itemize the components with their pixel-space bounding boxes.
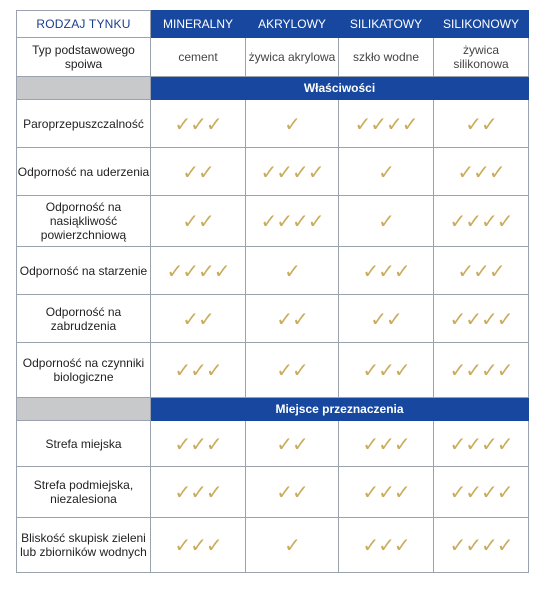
check-rating: ✓ xyxy=(246,518,339,573)
header-silicate: SILIKATOWY xyxy=(339,11,434,38)
check-rating: ✓✓ xyxy=(151,148,246,196)
check-rating: ✓✓✓✓ xyxy=(434,467,529,518)
row-label: Odporność na starzenie xyxy=(17,247,151,295)
plaster-comparison-table xyxy=(16,10,529,573)
check-rating: ✓✓ xyxy=(246,343,339,398)
binder-silicate: szkło wodne xyxy=(339,38,434,77)
table-row xyxy=(17,148,529,196)
check-rating: ✓✓✓ xyxy=(151,421,246,467)
check-rating: ✓✓✓✓ xyxy=(246,148,339,196)
check-rating: ✓ xyxy=(246,100,339,148)
check-rating: ✓✓✓ xyxy=(151,518,246,573)
check-rating: ✓✓✓✓ xyxy=(434,421,529,467)
row-label: Odporność na czynniki biologiczne xyxy=(17,343,151,398)
row-label: Odporność na nasiąkliwość powierzchniową xyxy=(17,196,151,247)
binder-silicone: żywica silikonowa xyxy=(434,38,529,77)
check-rating: ✓ xyxy=(339,196,434,247)
check-rating: ✓✓✓✓ xyxy=(434,518,529,573)
check-rating: ✓ xyxy=(246,247,339,295)
section-title-usage: Miejsce przeznaczenia xyxy=(151,398,529,421)
binder-mineral: cement xyxy=(151,38,246,77)
check-rating: ✓✓✓✓ xyxy=(339,100,434,148)
check-rating: ✓✓✓ xyxy=(151,467,246,518)
check-rating: ✓ xyxy=(339,148,434,196)
check-rating: ✓✓✓✓ xyxy=(434,196,529,247)
check-rating: ✓✓✓ xyxy=(434,247,529,295)
check-rating: ✓✓✓✓ xyxy=(151,247,246,295)
table-row xyxy=(17,196,529,247)
check-rating: ✓✓✓ xyxy=(434,148,529,196)
check-rating: ✓✓✓✓ xyxy=(434,343,529,398)
table-row xyxy=(17,518,529,573)
row-label: Strefa miejska xyxy=(17,421,151,467)
row-label: Odporność na uderzenia xyxy=(17,148,151,196)
header-plaster-type: RODZAJ TYNKU xyxy=(17,11,151,38)
section-spacer xyxy=(17,77,151,100)
check-rating: ✓✓ xyxy=(246,467,339,518)
table-row xyxy=(17,295,529,343)
check-rating: ✓✓ xyxy=(339,295,434,343)
row-label: Strefa podmiejska, niezalesiona xyxy=(17,467,151,518)
table-row xyxy=(17,100,529,148)
check-rating: ✓✓ xyxy=(151,295,246,343)
table-row xyxy=(17,247,529,295)
check-rating: ✓✓✓ xyxy=(339,467,434,518)
check-rating: ✓✓✓✓ xyxy=(246,196,339,247)
section-title-properties: Właściwości xyxy=(151,77,529,100)
row-label: Paroprzepuszczalność xyxy=(17,100,151,148)
check-rating: ✓✓✓ xyxy=(339,343,434,398)
row-label: Bliskość skupisk zieleni lub zbiorników wodnych xyxy=(17,518,151,573)
table-row xyxy=(17,467,529,518)
check-rating: ✓✓✓ xyxy=(339,518,434,573)
section-header-row xyxy=(17,398,529,421)
check-rating: ✓✓✓✓ xyxy=(434,295,529,343)
header-silicone: SILIKONOWY xyxy=(434,11,529,38)
check-rating: ✓✓✓ xyxy=(339,247,434,295)
header-mineral: MINERALNY xyxy=(151,11,246,38)
section-header-row xyxy=(17,77,529,100)
check-rating: ✓✓ xyxy=(151,196,246,247)
binder-row xyxy=(17,38,529,77)
check-rating: ✓✓ xyxy=(246,295,339,343)
header-row xyxy=(17,11,529,38)
binder-acrylic: żywica akrylowa xyxy=(246,38,339,77)
check-rating: ✓✓✓ xyxy=(151,100,246,148)
binder-label: Typ podstawowego spoiwa xyxy=(17,38,151,77)
check-rating: ✓✓ xyxy=(246,421,339,467)
table-row xyxy=(17,343,529,398)
header-acrylic: AKRYLOWY xyxy=(246,11,339,38)
check-rating: ✓✓✓ xyxy=(339,421,434,467)
table-row xyxy=(17,421,529,467)
row-label: Odporność na zabrudzenia xyxy=(17,295,151,343)
section-spacer xyxy=(17,398,151,421)
check-rating: ✓✓ xyxy=(434,100,529,148)
check-rating: ✓✓✓ xyxy=(151,343,246,398)
